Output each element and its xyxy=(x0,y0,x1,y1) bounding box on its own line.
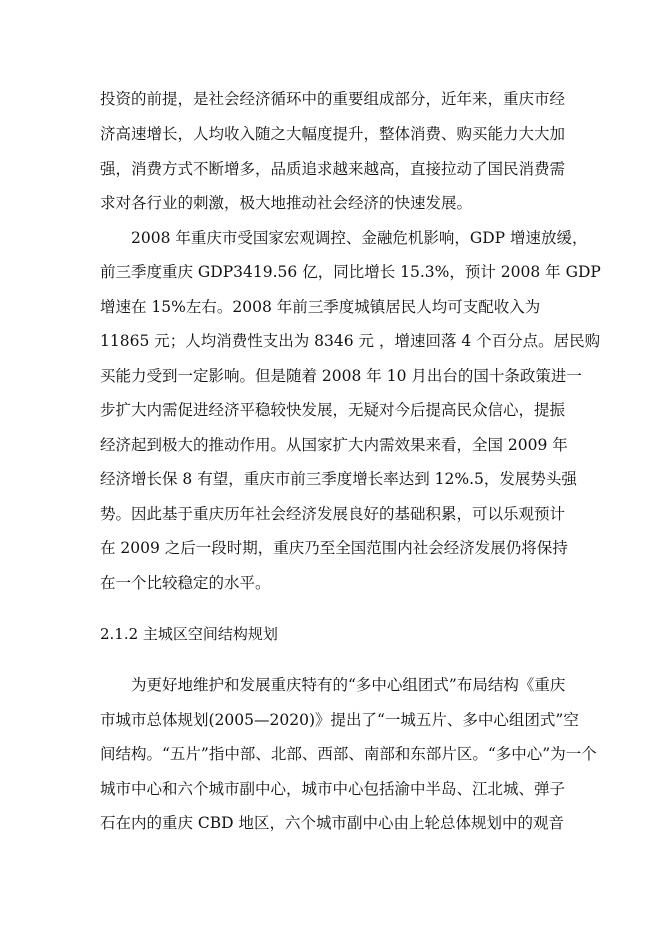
text-line: 石在内的重庆 CBD 地区，六个城市副中心由上轮总体规划中的观音 xyxy=(100,814,565,832)
text-line: 2008 年重庆市受国家宏观调控、金融危机影响，GDP 增速放缓， xyxy=(100,229,588,247)
text-line: 为更好地维护和发展重庆特有的“多中心组团式”布局结构《重庆 xyxy=(100,676,566,694)
text-line: 买能力受到一定影响。但是随着 2008 年 10 月出台的国十条政策进一 xyxy=(100,367,582,385)
text-line: 前三季度重庆 GDP3419.56 亿，同比增长 15.3%，预计 2008 年 GDP xyxy=(100,263,601,281)
text-line: 11865 元；人均消费性支出为 8346 元 ，增速回落 4 个百分点。居民购 xyxy=(100,332,601,350)
text-line: 求对各行业的刺激，极大地推动社会经济的快速发展。 xyxy=(100,194,473,212)
text-line: 经济增长保 8 有望，重庆市前三季度增长率达到 12%.5，发展势头强 xyxy=(100,470,577,488)
text-line: 势。因此基于重庆历年社会经济发展良好的基础积累，可以乐观预计 xyxy=(100,505,566,523)
text-line: 经济起到极大的推动作用。从国家扩大内需效果来看，全国 2009 年 xyxy=(100,436,568,454)
text-line: 城市中心和六个城市副中心，城市中心包括渝中半岛、江北城、弹子 xyxy=(100,780,566,798)
section-heading: 2.1.2 主城区空间结构规划 xyxy=(100,625,278,643)
text-line: 强，消费方式不断增多，品质追求越来越高，直接拉动了国民消费需 xyxy=(100,160,566,178)
text-line: 投资的前提，是社会经济循环中的重要组成部分，近年来，重庆市经 xyxy=(100,90,566,108)
text-line: 在 2009 之后一段时期，重庆乃至全国范围内社会经济发展仍将保持 xyxy=(100,539,568,557)
text-line: 在一个比较稳定的水平。 xyxy=(100,574,271,592)
text-line: 间结构。“五片”指中部、北部、西部、南部和东部片区。“多中心”为一个 xyxy=(100,745,597,763)
text-line: 市城市总体规划(2005—2020)》提出了“一城五片、多中心组团式”空 xyxy=(100,711,579,729)
text-line: 步扩大内需促进经济平稳较快发展，无疑对今后提高民众信心，提振 xyxy=(100,401,566,419)
text-line: 济高速增长，人均收入随之大幅度提升，整体消费、购买能力大大加 xyxy=(100,125,566,143)
text-line: 增速在 15%左右。2008 年前三季度城镇居民人均可支配收入为 xyxy=(100,298,541,316)
